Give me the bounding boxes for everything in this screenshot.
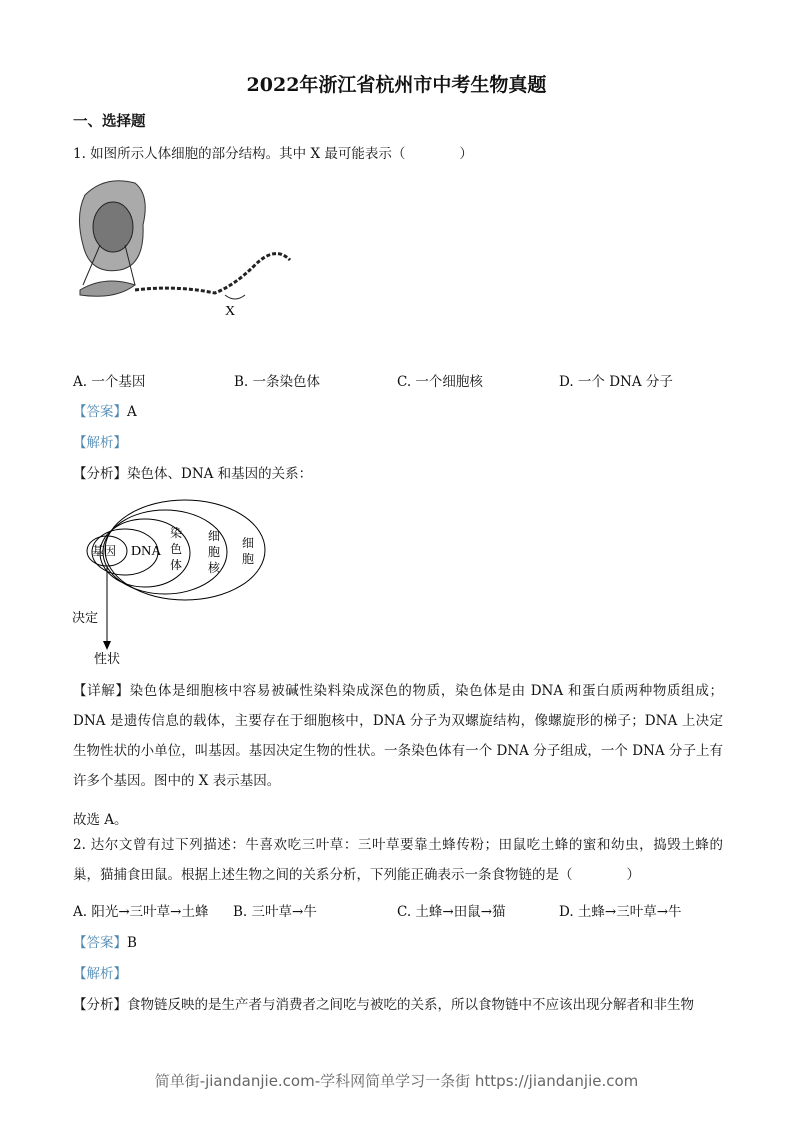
cell-dna-figure <box>75 175 300 320</box>
q1-conclusion: 故选 A。 <box>73 812 128 828</box>
analysis-label: 【解析】 <box>73 435 127 451</box>
q1-option-d: D. 一个 DNA 分子 <box>559 374 673 390</box>
q1-option-c: C. 一个细胞核 <box>397 374 483 390</box>
q2-answer-label: 【答案】 <box>73 935 127 951</box>
diagram-trait: 性状 <box>94 652 121 667</box>
q2-analysis: 【分析】食物链反映的是生产者与消费者之间吃与被吃的关系，所以食物链中不应该出现分解者和非生物 <box>73 997 694 1013</box>
q2-analysis-label: 【解析】 <box>73 966 127 982</box>
footer-watermark: 简单街-jiandanjie.com-学科网简单学习一条街 https://jiandanjie.com <box>154 1072 639 1090</box>
section-heading: 一、选择题 <box>73 113 146 130</box>
diagram-cell: 细胞 <box>242 536 255 566</box>
q2-answer-value: B <box>127 935 137 951</box>
q1-analysis: 【分析】染色体、DNA 和基因的关系： <box>73 466 313 482</box>
answer-value: A <box>127 404 137 420</box>
q2-option-b: B. 三叶草→牛 <box>233 904 317 920</box>
diagram-decide: 决定 <box>72 611 99 626</box>
page-title: 2022年浙江省杭州市中考生物真题 <box>246 74 547 96</box>
q1-detail <box>73 676 723 796</box>
gene-relationship-diagram <box>70 495 270 670</box>
diagram-dna: DNA <box>131 544 162 559</box>
q1-option-a: A. 一个基因 <box>73 374 146 390</box>
detail-label: 【详解】 <box>73 683 130 699</box>
q1-option-b: B. 一条染色体 <box>234 374 321 390</box>
q2-option-c: C. 土蜂→田鼠→猫 <box>397 904 506 920</box>
figure-label-x: X <box>225 304 236 319</box>
diagram-gene: 基因 <box>92 544 117 558</box>
detail-text: 染色体是细胞核中容易被碱性染料染成深色的物质，染色体是由 DNA 和蛋白质两种物质组成；DNA 是遗传信息的载体，主要存在于细胞核中，DNA 分子为双螺旋结构，像螺旋形的梯子；DNA 上决定生物性状的小单位，叫基因。基因决定生物的性状。一条染色体有一个 DNA 分子组成，一个 DNA 分子上有许多个基因。图中的 X 表示基因。 <box>73 683 723 789</box>
q1-stem: 1. 如图所示人体细胞的部分结构。其中 X 最可能表示（ ） <box>73 146 473 162</box>
answer-label: 【答案】 <box>73 404 127 420</box>
diagram-nucleus: 细胞核 <box>208 529 221 575</box>
q2-option-a: A. 阳光→三叶草→土蜂 <box>73 904 209 920</box>
q2-option-d: D. 土蜂→三叶草→牛 <box>559 904 682 920</box>
q2-stem: 2. 达尔文曾有过下列描述：牛喜欢吃三叶草：三叶草要靠土蜂传粉；田鼠吃土蜂的蜜和幼虫，捣毁土蜂的巢，猫捕食田鼠。根据上述生物之间的关系分析，下列能正确表示一条食物链的是（ ） <box>73 837 723 883</box>
diagram-chromosome: 染色体 <box>170 526 183 572</box>
